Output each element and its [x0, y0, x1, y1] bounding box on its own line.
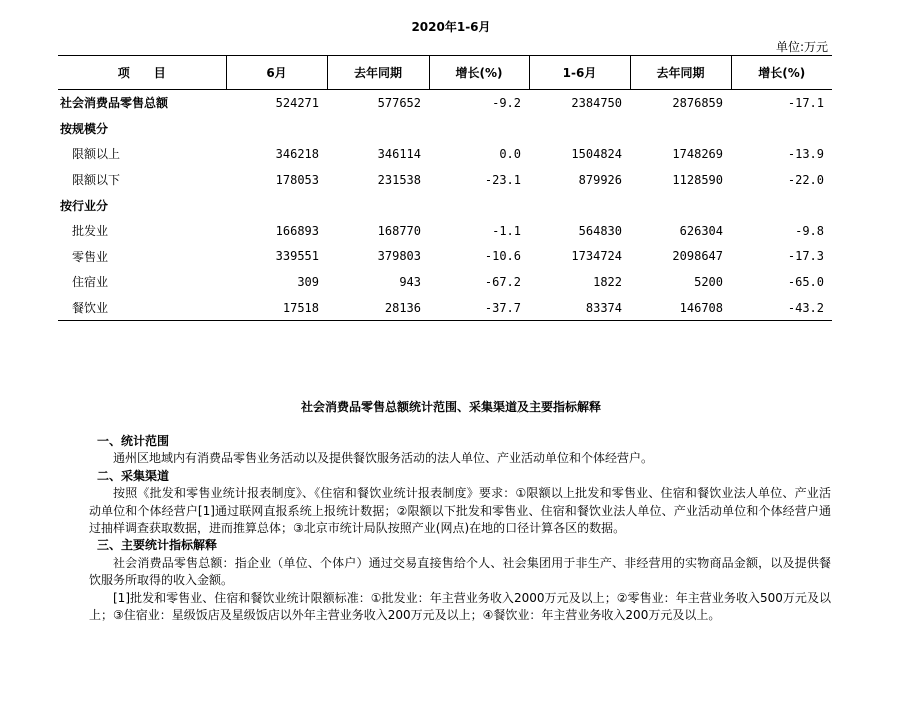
cell-jan-jun-last-year: 5200 — [694, 274, 723, 289]
cell-jan-jun: 879926 — [578, 172, 622, 187]
col-header-june-growth: 增长(%) — [429, 56, 529, 90]
retail-sales-table — [58, 55, 832, 321]
cell-jan-jun-growth: -22.0 — [787, 172, 824, 187]
section-text-scope: 通州区地域内有消费品零售业务活动以及提供餐饮服务活动的法人单位、产业活动单位和个体经营户。 — [113, 451, 654, 466]
cell-jan-jun-growth: -43.2 — [731, 295, 832, 321]
row-label: 住宿业 — [72, 275, 109, 290]
table-row — [58, 244, 832, 270]
cell-june: 17518 — [226, 295, 327, 321]
group-label: 按行业分 — [60, 198, 109, 213]
cell-june-growth: -67.2 — [484, 274, 521, 289]
cell-jan-jun-last-year: 626304 — [679, 223, 723, 238]
section-text-threshold: [1]批发和零售业、住宿和餐饮业统计限额标准：①批发业：年主营业务收入2000万元及以上；②零售业：年主营业务收入500万元及以上；③住宿业：星级饭店及星级饭店以外年主营业务收入200万元及以上；④餐饮业：年主营业务收入200万元及以上。 — [89, 590, 831, 623]
group-label: 按规模分 — [60, 121, 109, 136]
cell-jan-jun-last-year: 1128590 — [672, 172, 723, 187]
col-header-jan-jun: 1-6月 — [529, 56, 630, 90]
notes-title: 社会消费品零售总额统计范围、采集渠道及主要指标解释 — [300, 400, 601, 414]
cell-june: 178053 — [275, 172, 319, 187]
row-label: 限额以下 — [72, 173, 121, 188]
cell-jan-jun: 2384750 — [571, 95, 622, 110]
cell-june: 346218 — [275, 146, 319, 161]
cell-jan-jun-growth: -17.1 — [787, 95, 824, 110]
table-row — [58, 295, 832, 321]
table-row — [58, 269, 832, 295]
table-row — [58, 167, 832, 193]
cell-jan-jun-last-year: 2876859 — [672, 95, 723, 110]
cell-jan-jun: 564830 — [578, 223, 622, 238]
section-text-channels: 按照《批发和零售业统计报表制度》、《住宿和餐饮业统计报表制度》要求：①限额以上批发和零售业、住宿和餐饮业法人单位、产业活动单位和个体经营户[1]通过联网直报系统上报统计数据；②限额以下批发和零售业、住宿和餐饮业法人单位、产业活动单位和个体经营户通过抽样调查获取数据，进而推算总体；③北京市统计局队按照产业(网点)在地的口径计算各区的数据。 — [89, 486, 831, 536]
cell-june-last-year: 577652 — [377, 95, 421, 110]
row-label: 限额以上 — [72, 147, 121, 162]
cell-june: 166893 — [275, 223, 319, 238]
section-text-definition: 社会消费品零售总额：指企业（单位、个体户）通过交易直接售给个人、社会集团用于非生产、非经营用的实物商品金额，以及提供餐饮服务所取得的收入金额。 — [89, 555, 831, 588]
row-label: 批发业 — [72, 224, 109, 239]
cell-june-growth: -23.1 — [484, 172, 521, 187]
cell-june: 309 — [297, 274, 319, 289]
col-header-june: 6月 — [226, 56, 327, 90]
report-title: 2020年1-6月 — [411, 20, 491, 34]
cell-june-last-year: 168770 — [377, 223, 421, 238]
table-row — [58, 141, 832, 167]
cell-june-growth: -1.1 — [492, 223, 521, 238]
notes-body — [89, 433, 831, 624]
col-header-item: 项 目 — [58, 56, 226, 90]
cell-jan-jun-growth: -9.8 — [795, 223, 824, 238]
table-row — [58, 218, 832, 244]
section-heading-scope: 一、统计范围 — [97, 434, 170, 448]
cell-jan-jun-last-year: 1748269 — [672, 146, 723, 161]
cell-jan-jun: 1504824 — [571, 146, 622, 161]
row-label: 社会消费品零售总额 — [60, 96, 169, 111]
cell-jan-jun: 1822 — [593, 274, 622, 289]
row-label: 餐饮业 — [58, 295, 226, 321]
unit-label: 单位:万元 — [775, 40, 828, 54]
cell-june: 339551 — [275, 249, 319, 264]
cell-june-last-year: 28136 — [327, 295, 429, 321]
cell-june-growth: -37.7 — [429, 295, 529, 321]
cell-jan-jun-growth: -17.3 — [787, 249, 824, 264]
cell-jan-jun-growth: -13.9 — [787, 146, 824, 161]
table-row-group-industry — [58, 192, 832, 218]
cell-june-last-year: 231538 — [377, 172, 421, 187]
cell-june-last-year: 346114 — [377, 146, 421, 161]
table-row-total — [58, 90, 832, 116]
cell-jan-jun: 83374 — [529, 295, 630, 321]
table-header-row — [58, 56, 832, 90]
section-heading-definitions: 三、主要统计指标解释 — [97, 538, 218, 553]
cell-june-last-year: 379803 — [377, 249, 421, 264]
cell-june-last-year: 943 — [399, 274, 421, 289]
col-header-jan-jun-last-year: 去年同期 — [630, 56, 731, 90]
cell-june-growth: -10.6 — [484, 249, 521, 264]
cell-jan-jun-growth: -65.0 — [787, 274, 824, 289]
cell-jan-jun-last-year: 146708 — [630, 295, 731, 321]
section-heading-channels: 二、采集渠道 — [97, 468, 170, 483]
col-header-june-last-year: 去年同期 — [327, 56, 429, 90]
cell-jan-jun-last-year: 2098647 — [672, 249, 723, 264]
cell-jan-jun: 1734724 — [571, 249, 622, 264]
row-label: 零售业 — [72, 249, 109, 264]
cell-june-growth: 0.0 — [499, 146, 521, 161]
col-header-jan-jun-growth: 增长(%) — [731, 56, 832, 90]
cell-june: 524271 — [275, 95, 319, 110]
cell-june-growth: -9.2 — [492, 95, 521, 110]
table-row-group-scale — [58, 116, 832, 142]
